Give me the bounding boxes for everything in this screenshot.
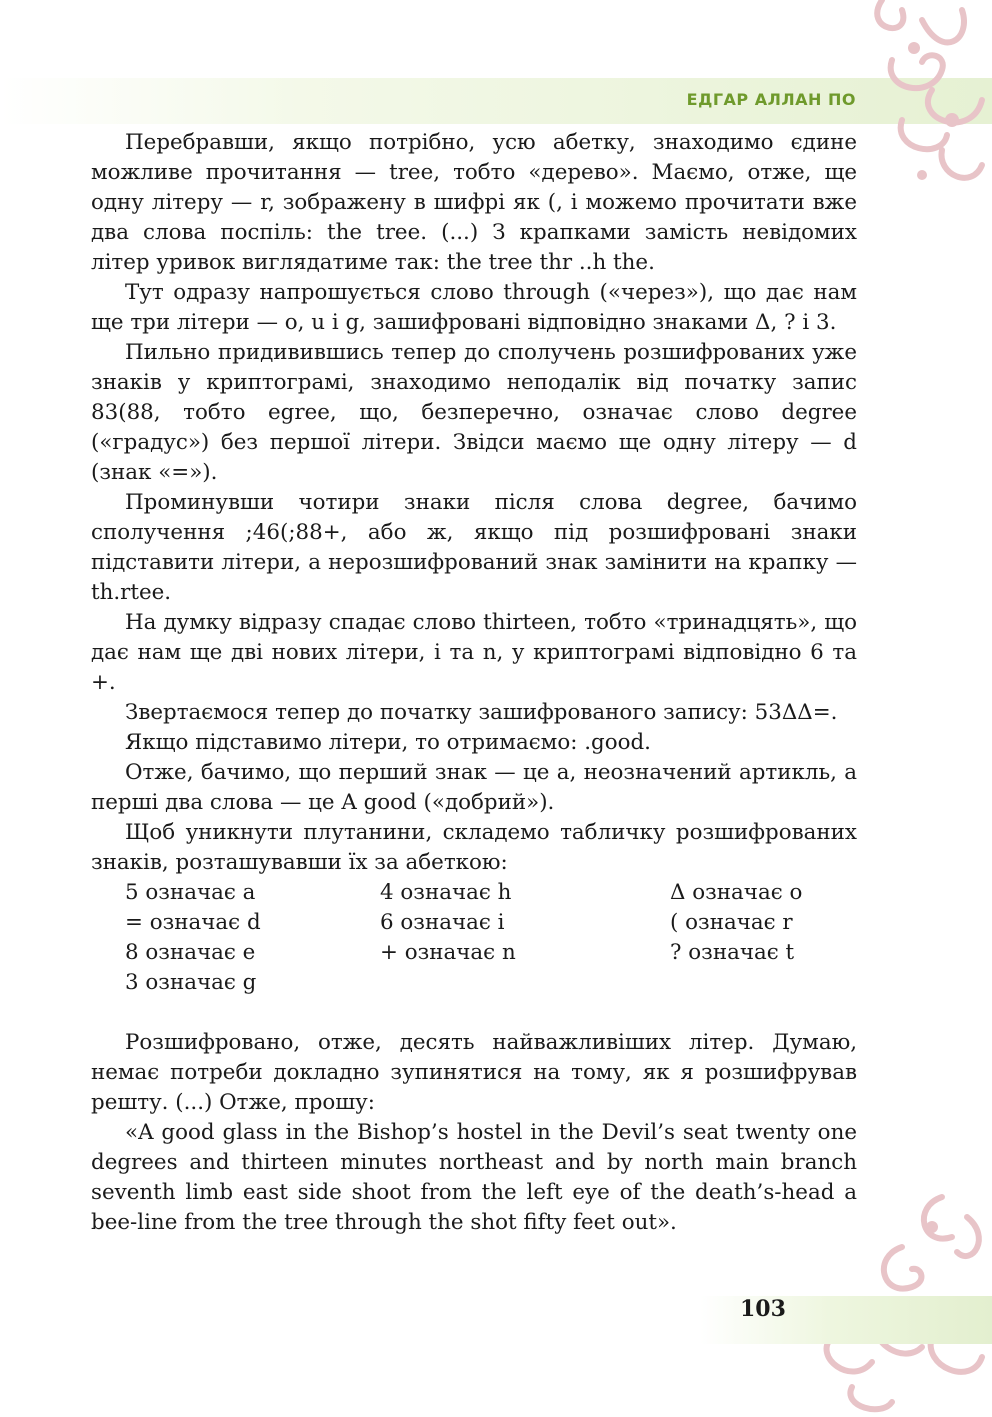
cipher-entry	[380, 968, 670, 998]
cipher-table	[125, 878, 857, 998]
paragraph: Перебравши, якщо потрібно, усю абетку, знаходимо єдине можливе прочитання — tree, тобто «дерево». Маємо, отже, ще одну літеру — r, зображену в шифрі як (, і можемо прочитати вже два слова поспіль: the tree. (...) З крапками замість невідомих літер уривок виглядатиме так: the tree thr ..h the.	[91, 130, 857, 275]
paragraph: Якщо підставимо літери, то отримаємо: .good.	[125, 730, 651, 755]
paragraph: Розшифровано, отже, десять найважливіших літер. Думаю, немає потреби докладно зупинятися на тому, як я розшифрував решту. (...) Отже, прошу:	[91, 1030, 857, 1115]
running-header-title: ЕДГАР АЛЛАН ПО	[686, 90, 856, 109]
cipher-entry: Δ означає o	[670, 880, 803, 905]
paragraph: Звертаємося тепер до початку зашифрованого запису: 53ΔΔ=.	[125, 700, 838, 725]
paragraph: Тут одразу напрошується слово through («через»), що дає нам ще три літери — o, u і g, зашифровані відповідно знаками Δ, ? і 3.	[91, 280, 857, 335]
cipher-entry: 6 означає i	[380, 910, 505, 935]
page-body	[91, 128, 857, 1238]
cipher-entry: 5 означає a	[125, 880, 256, 905]
cipher-entry: + означає n	[380, 940, 516, 965]
quoted-message: «A good glass in the Bishop’s hostel in the Devil’s seat twenty one degrees and thirteen minutes northeast and by north main branch seventh limb east side shoot from the left eye of the death’s-head a bee-line from the tree through the shot fifty feet out».	[91, 1120, 857, 1235]
paragraph: Отже, бачимо, що перший знак — це a, неозначений артикль, а перші два слова — це A good («добрий»).	[91, 760, 857, 815]
cipher-entry	[670, 968, 890, 998]
cipher-entry: 8 означає e	[125, 940, 256, 965]
paragraph: Проминувши чотири знаки після слова degree, бачимо сполучення ;46(;88+, або ж, якщо під розшифровані знаки підставити літери, а нерозшифрований знак замінити на крапку — th.rtee.	[91, 490, 857, 605]
cipher-entry: 4 означає h	[380, 880, 512, 905]
cipher-entry: ( означає r	[670, 910, 793, 935]
cipher-entry: ? означає t	[670, 940, 795, 965]
page-number: 103	[740, 1296, 786, 1322]
paragraph: Щоб уникнути плутанини, складемо табличку розшифрованих знаків, розташувавши їх за абеткою:	[91, 820, 857, 875]
paragraph: На думку відразу спадає слово thirteen, тобто «тринадцять», що дає нам ще дві нових літери, i та n, у криптограмі відповідно 6 та +.	[91, 610, 857, 695]
cipher-entry: = означає d	[125, 910, 261, 935]
cipher-entry: 3 означає g	[125, 970, 257, 995]
paragraph: Пильно придивившись тепер до сполучень розшифрованих уже знаків у криптограмі, знаходимо неподалік від початку запис 83(88, тобто egree, що, безперечно, означає слово degree («градус») без першої літери. Звідси маємо ще одну літеру — d (знак «=»).	[91, 340, 857, 485]
